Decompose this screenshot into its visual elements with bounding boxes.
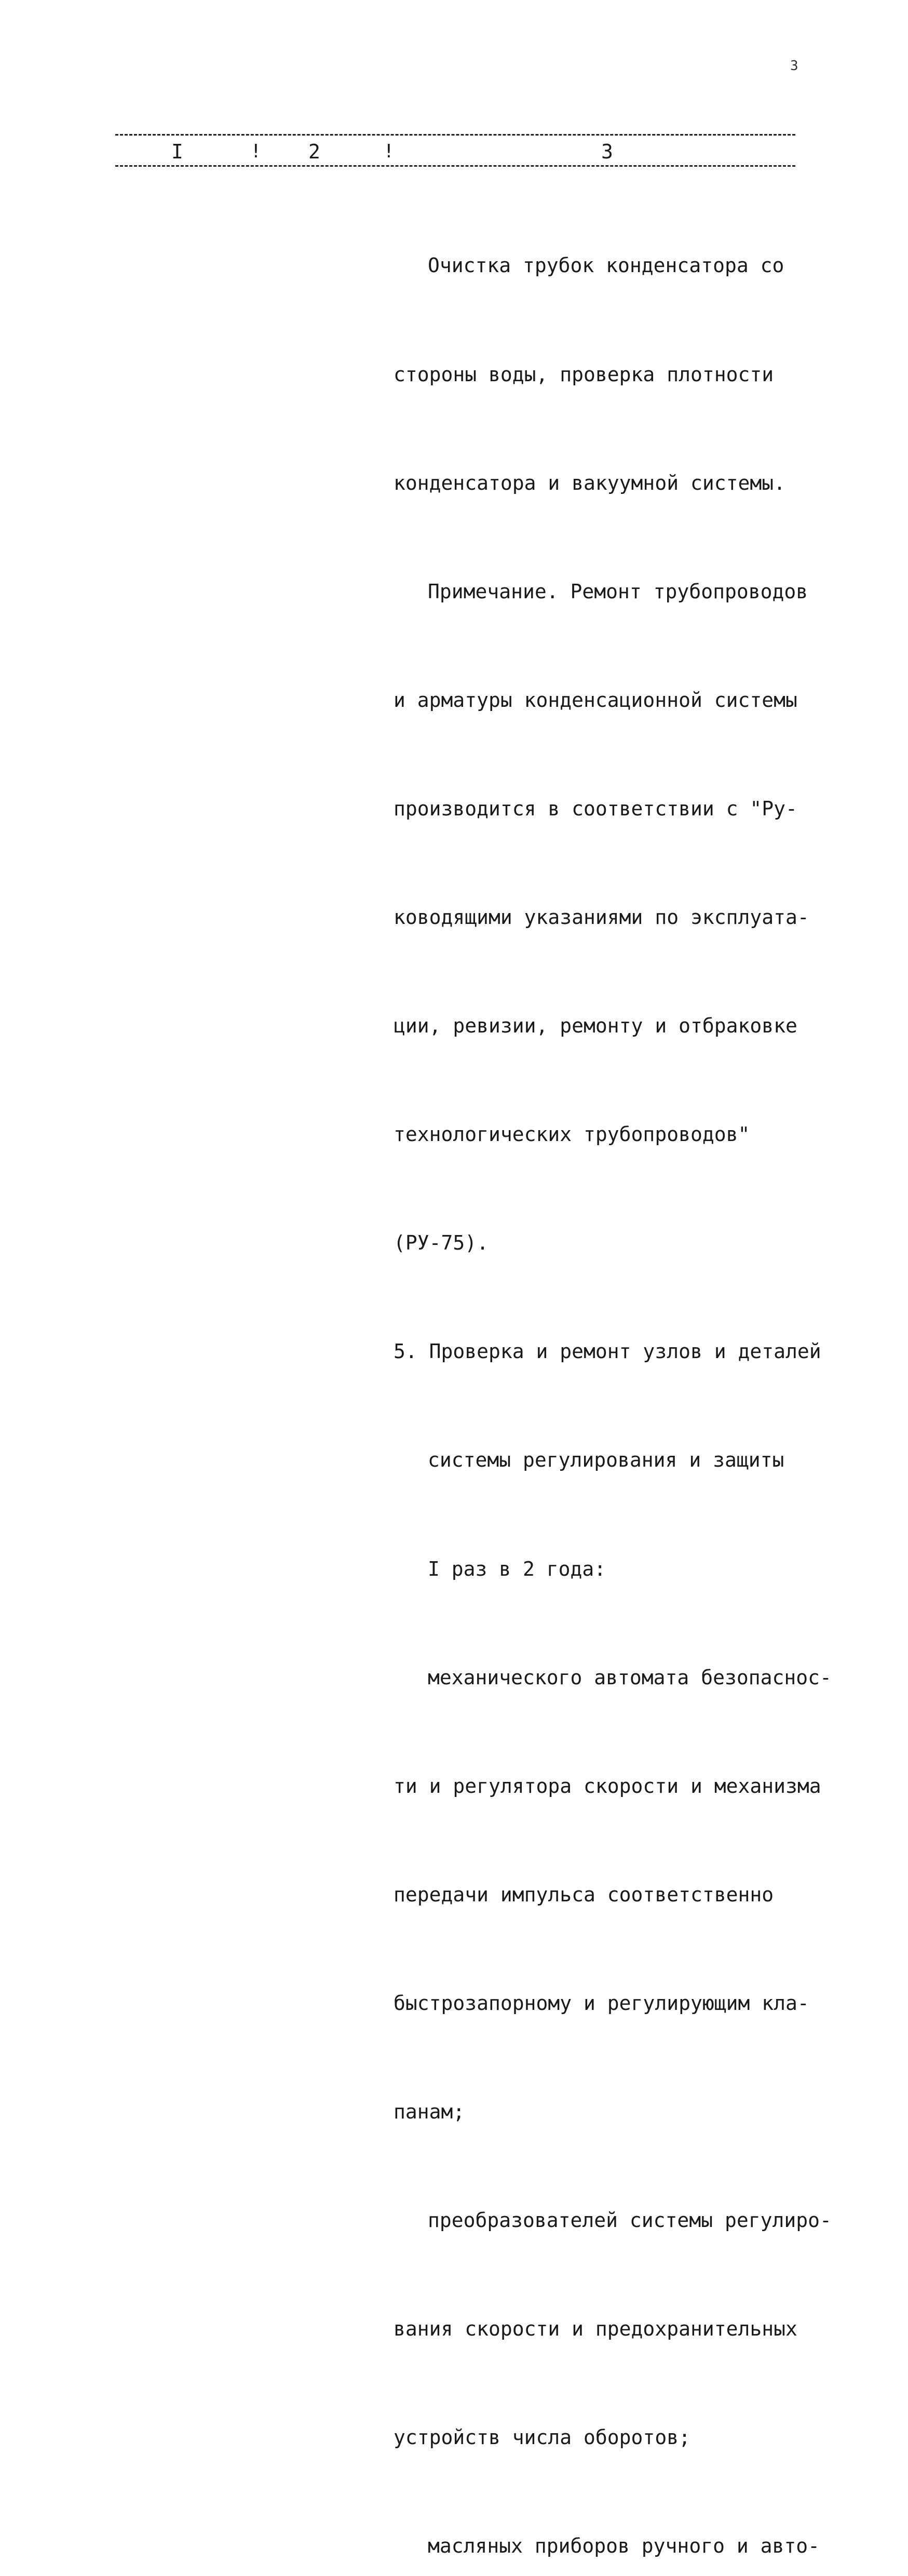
text-line: ководящими указаниями по эксплуата- <box>394 905 809 929</box>
text-line: масляных приборов ручного и авто- <box>428 2534 820 2558</box>
text-column <box>394 176 832 2576</box>
page-number: 3 <box>790 58 798 74</box>
text-line: устройств числа оборотов; <box>394 2426 690 2449</box>
table-header-rule-top <box>115 134 795 136</box>
text-line: быстрозапорному и регулирующим кла- <box>394 1991 809 2015</box>
text-line: стороны воды, проверка плотности <box>394 363 774 386</box>
column-separator-2: ! <box>383 141 395 162</box>
column-header-2: 2 <box>308 140 320 163</box>
text-line: передачи импульса соответственно <box>394 1883 774 1906</box>
text-line: технологических трубопроводов" <box>394 1123 750 1146</box>
text-line: (РУ-75). <box>394 1231 489 1255</box>
text-line: системы регулирования и защиты <box>428 1448 784 1472</box>
column-header-1: I <box>171 140 183 163</box>
text-line: производится в соответствии с "Ру- <box>394 797 797 820</box>
text-line: и арматуры конденсационной системы <box>394 688 797 712</box>
text-line: преобразователей системы регулиро- <box>428 2209 832 2232</box>
text-line: механического автомата безопаснос- <box>428 1666 832 1689</box>
column-separator-1: ! <box>250 141 262 162</box>
text-line: Очистка трубок конденсатора со <box>428 254 784 277</box>
table-header-rule-bottom <box>115 165 795 167</box>
text-line: I раз в 2 года: <box>428 1557 606 1580</box>
text-line: панам; <box>394 2100 465 2123</box>
column-header-3: 3 <box>601 140 613 163</box>
text-line: ти и регулятора скорости и механизма <box>394 1774 821 1797</box>
text-line: ции, ревизии, ремонту и отбраковке <box>394 1014 797 1038</box>
text-line: конденсатора и вакуумной системы. <box>394 471 785 494</box>
text-line: вания скорости и предохранительных <box>394 2317 797 2341</box>
text-line: 5. Проверка и ремонт узлов и деталей <box>394 1340 821 1363</box>
text-line: Примечание. Ремонт трубопроводов <box>428 580 808 603</box>
